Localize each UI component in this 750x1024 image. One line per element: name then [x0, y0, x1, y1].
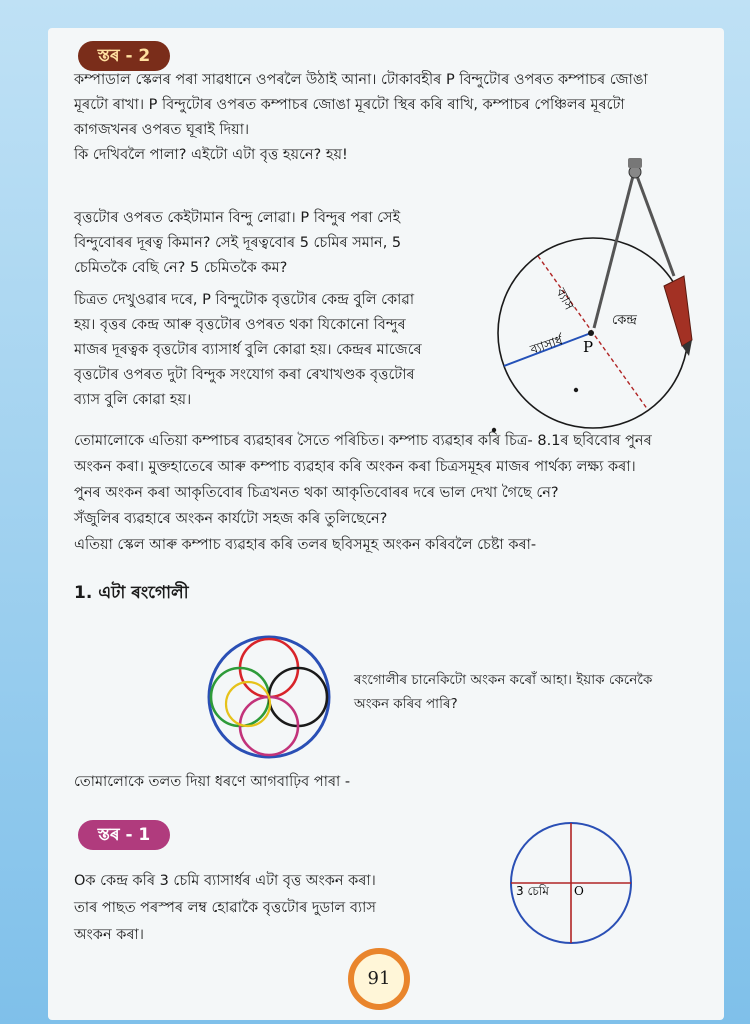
step-2-paragraph-2: বৃত্তটোৰ ওপৰত কেইটামান বিন্দু লোৱা। P বিন্দুৰ পৰা সেই বিন্দুবোৰৰ দূৰত্ব কিমান? সেই দূৰত্ববোৰ 5 চেমিৰ সমান, 5 চেমিতকৈ বেছি নে? 5 চেমিতকৈ কম? — [74, 210, 402, 276]
point-p-label: P — [583, 338, 594, 356]
textbook-page — [48, 28, 724, 1020]
compass-circle-figure — [488, 158, 728, 458]
rangoli-figure — [204, 632, 334, 762]
intro-paragraph: তোমালোকে এতিয়া কম্পাচৰ ব্যৱহাৰৰ সৈতে পৰিচিত। কম্পাচ ব্যৱহাৰ কৰি চিত্ৰ- 8.1ৰ ছবিবোৰ পুনৰ অংকন কৰা। মুক্তহাতেৰে আৰু কম্পাচ ব্যৱহাৰ কৰি অংকন কৰা চিত্ৰসমূহৰ মাজৰ পাৰ্থক্য লক্ষ্য কৰা। পুনৰ অংকন কৰা আকৃতিবোৰ চিত্ৰখনত থকা আকৃতিবোৰৰ দৰে ভাল দেখা গৈছে নে? সঁজুলিৰ ব্যৱহাৰে অংকন কাৰ্যটো সহজ কৰি তুলিছেনে? এতিয়া স্কেল আৰু কম্পাচ ব্যৱহাৰ কৰি তলৰ ছবিসমূহ অংকন কৰিবলৈ চেষ্টা কৰা- — [74, 433, 652, 553]
step-1-badge: স্তৰ - 1 — [78, 820, 170, 850]
step-1-paragraph: Oক কেন্দ্ৰ কৰি 3 চেমি ব্যাসাৰ্ধৰ এটা বৃত্ত অংকন কৰা। তাৰ পাছত পৰস্পৰ লম্ব হোৱাকৈ বৃত্তটোৰ দুডাল ব্যাস অংকন কৰা। — [74, 873, 376, 943]
center-point — [588, 330, 594, 336]
perpendicular-diameters-figure — [506, 818, 636, 948]
section-1-heading: 1. এটা ৰংগোলী — [74, 583, 189, 603]
center-label: কেন্দ্ৰ — [612, 313, 637, 328]
rangoli-question: ৰংগোলীৰ চানেকিটো অংকন কৰোঁ আহা। ইয়াক কেনেকৈ অংকন কৰিব পাৰি? — [354, 672, 653, 712]
step-2-badge: স্তৰ - 2 — [78, 41, 170, 71]
step-2-paragraph-1: কম্পাডাল স্কেলৰ পৰা সাৱধানে ওপৰলৈ উঠাই আনা। টোকাবহীৰ P বিন্দুটোৰ ওপৰত কম্পাচৰ জোঙা মূৰটো ৰাখা। P বিন্দুটোৰ ওপৰত কম্পাচৰ জোঙা মূৰটো স্থিৰ কৰি ৰাখি, কম্পাচৰ পেঞ্চিলৰ মূৰটো কাগজখনৰ ওপৰত ঘূৰাই দিয়া। কি দেখিবলৈ পালা? এইটো এটা বৃত্ত হয়নে? হয়! — [74, 72, 648, 163]
diameter-label: ব্যাস — [553, 285, 578, 313]
page-number: 91 — [348, 948, 410, 1010]
sample-point — [574, 388, 578, 392]
proceed-instruction: তোমালোকে তলত দিয়া ধৰণে আগবাঢ়িব পাৰা - — [74, 774, 351, 790]
radius-3cm-label: 3 চেমি — [516, 884, 549, 898]
radius-label: ব্যাসাৰ্ধ — [528, 332, 565, 357]
step-2-paragraph-3: চিত্ৰত দেখুওৱাৰ দৰে, P বিন্দুটোক বৃত্তটোৰ কেন্দ্ৰ বুলি কোৱা হয়। বৃত্তৰ কেন্দ্ৰ আৰু বৃত্তটোৰ ওপৰত থকা যিকোনো বিন্দুৰ মাজৰ দূৰত্বক বৃত্তটোৰ ব্যাসাৰ্ধ বুলি কোৱা হয়। কেন্দ্ৰৰ মাজেৰে বৃত্তটোৰ ওপৰত দুটা বিন্দুক সংযোগ কৰা ৰেখাখণ্ডক বৃত্তটোৰ ব্যাস বুলি কোৱা হয়। — [74, 292, 422, 408]
center-o-label: O — [574, 884, 584, 898]
compass-icon — [594, 158, 692, 356]
